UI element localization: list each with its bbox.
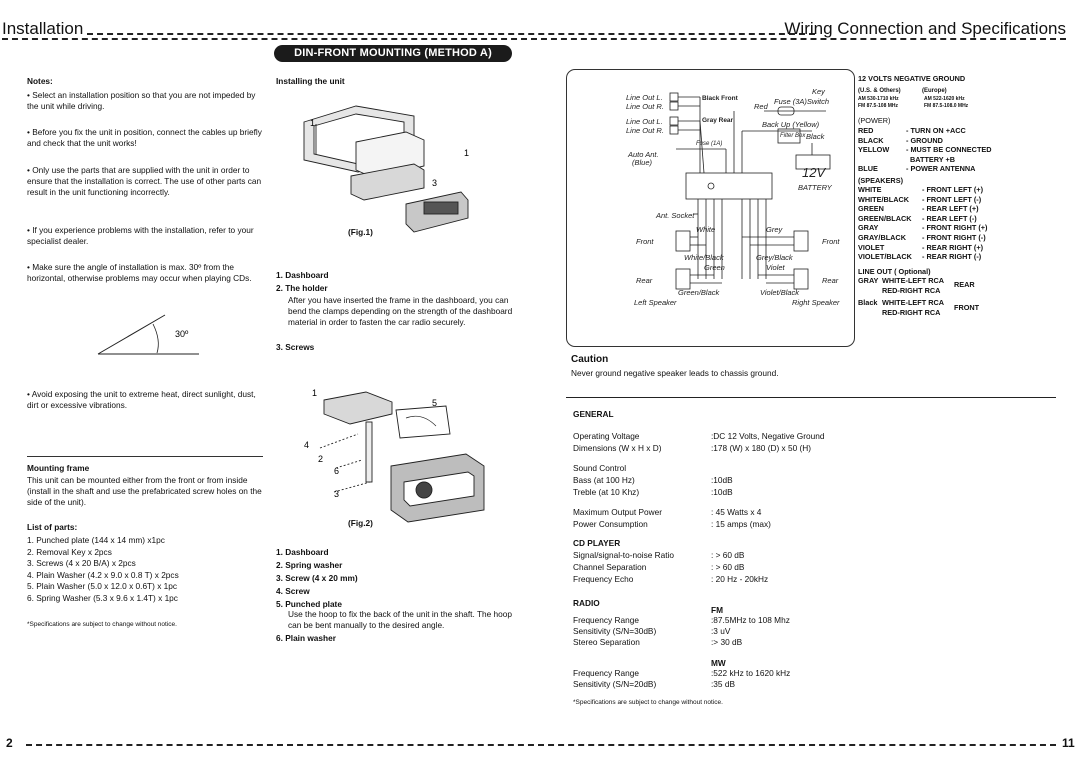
install-angle-diagram (95, 312, 205, 358)
fm-spec-table: Frequency Range :87.5MHz to 108 Mhz Sensitivity (S/N=30dB) :3 uV Stereo Separation :> 30 dB (573, 615, 790, 647)
fig1-caption: (Fig.1) (348, 227, 373, 237)
mounting-frame-text: This unit can be mounted either from the front or from inside (install in the shaft and use the prefabricated screw holes on the side of the unit). (27, 475, 262, 507)
note-item: • If you experience problems with the installation, refer to your specialist dealer. (27, 225, 254, 246)
page-number-right: 11 (1062, 736, 1075, 750)
list-item: 5. Punched plate (276, 599, 342, 609)
fig-number: 1 (310, 118, 316, 128)
fig-number: 4 (304, 440, 310, 450)
radio-heading: RADIO (573, 598, 600, 608)
wiring-diagram (566, 69, 856, 347)
band-value: FM 87.5-108 MHz (858, 103, 899, 109)
note-item: • Only use the parts that are supplied with the unit in order to ensure that the installation is correct. The use of other parts can result in the unit functioning incorrectly. (27, 165, 262, 197)
fig1-illustration (296, 104, 476, 244)
fig2-illustration (296, 386, 496, 526)
band-value: AM 522-1620 kHz (924, 95, 965, 102)
wire-label: Grey/Black (756, 253, 793, 262)
page-number-left: 2 (6, 736, 13, 750)
power-heading: (POWER) (858, 116, 891, 125)
wire-label: Filter Box (780, 133, 806, 139)
fm-label: FM (711, 605, 723, 615)
wire-label: Black (806, 132, 825, 141)
spec-note-left: *Specifications are subject to change without notice. (27, 621, 177, 628)
fig-number: 6 (334, 466, 340, 476)
holder-text: After you have inserted the frame in the dashboard, you can bend the clamps depending on the strength of the dashboard material in order to fasten the car radio securely. (288, 295, 513, 327)
lineout-heading: LINE OUT ( Optional) (858, 267, 931, 276)
wire-label: Violet (766, 263, 785, 272)
fig-number: 5 (432, 398, 438, 408)
list-item: 3. Screws (4 x 20 B/A) x 2pcs (27, 558, 136, 569)
list-item: 3. Screws (276, 342, 315, 352)
legend-title: 12 VOLTS NEGATIVE GROUND (858, 74, 966, 83)
band-region: (U.S. & Others) (858, 88, 901, 94)
caution-text: Never ground negative speaker leads to chassis ground. (571, 368, 779, 378)
wire-label: BATTERY (798, 183, 832, 192)
mounting-frame-heading: Mounting frame (27, 463, 90, 473)
fig-number: 3 (432, 178, 438, 188)
wire-label: Line Out R. (626, 126, 664, 135)
speaker-legend: WHITE - FRONT LEFT (+) WHITE/BLACK - FRONT LEFT (-) GREEN - REAR LEFT (+) GREEN/BLACK - REAR LEFT (-) GRAY - FRONT RIGHT (+) GRAY/BLACK - FRONT RIGHT (-) VIOLET - REAR RIGHT (+) VIOLET/BLACK - REAR RIGHT (-) (858, 185, 988, 262)
header-rule-lower (2, 38, 1066, 40)
list-item: 4. Plain Washer (4.2 x 9.0 x 0.8 T) x 2pcs (27, 569, 179, 580)
method-banner: DIN-FRONT MOUNTING (METHOD A) (274, 45, 512, 62)
fig-number: 1 (312, 388, 318, 398)
cd-spec-table: Signal/signal-to-noise Ratio : > 60 dB Channel Separation : > 60 dB Frequency Echo : 20 Hz - 20kHz (573, 550, 769, 584)
wire-label: Red (754, 102, 768, 111)
fig-number: 2 (318, 454, 324, 464)
power-legend: RED - TURN ON +ACC BLACK - GROUND YELLOW - MUST BE CONNECTED BATTERY +B BLUE - POWER ANTENNA (858, 126, 992, 174)
spec-note-right: *Specifications are subject to change without notice. (573, 699, 723, 706)
fig2-list (276, 546, 358, 611)
wire-label: Line Out R. (626, 102, 664, 111)
list-item: 2. The holder (276, 283, 328, 293)
list-item: 4. Screw (276, 586, 310, 596)
fig-number: 3 (334, 489, 340, 499)
footer-rule (26, 744, 1056, 746)
band-value: AM 530-1710 kHz (858, 95, 899, 102)
wire-label: Back Up (Yellow) (762, 120, 820, 129)
general-spec-table: Operating Voltage :DC 12 Volts, Negative Ground Dimensions (W x H x D) :178 (W) x 180 (D) x 50 (H) Sound Control Bass (at 100 Hz) :10dB Treble (at 10 Khz) :10dB Maximum Output Power : 45 Watts x 4 Power Consumption : 15 amps (max) (573, 431, 825, 529)
installing-heading: Installing the unit (276, 76, 345, 86)
note-item: • Make sure the angle of installation is max. 30º from the horizontal, otherwise problems may occur when playing CDs. (27, 262, 252, 283)
list-item: 5. Plain Washer (5.0 x 12.0 x 0.6T) x 1pc (27, 581, 178, 592)
angle-label: 30º (175, 329, 189, 339)
wire-label: Green/Black (678, 288, 720, 297)
parts-list (27, 535, 267, 605)
band-region: (Europe) (922, 88, 947, 94)
plate-text: Use the hoop to fix the back of the unit in the shaft. The hoop can be bent manually to the desired angle. (288, 609, 513, 630)
note-item: • Before you fix the unit in position, connect the cables up briefly and check that the unit works! (27, 127, 262, 148)
mw-spec-table: Frequency Range :522 kHz to 1620 kHz Sensitivity (S/N=20dB) :35 dB (573, 668, 791, 689)
caution-heading: Caution (571, 354, 609, 365)
band-value: FM 87.5-108.0 MHz (924, 103, 969, 109)
page-title-left: Installation (2, 19, 84, 38)
list-item: 6. Plain washer (276, 633, 336, 643)
note-item: • Select an installation position so that you are not impeded by the unit while driving. (27, 90, 256, 111)
note-item: • Avoid exposing the unit to extreme heat, direct sunlight, dust, dirt or excessive vibrations. (27, 389, 256, 410)
wire-label: Fuse (1A) (696, 141, 723, 147)
wire-label: Ant. Socket (656, 211, 695, 220)
parts-heading: List of parts: (27, 522, 78, 532)
header-rule (87, 33, 815, 35)
wire-label: Front (822, 237, 840, 246)
wire-label: Green (704, 263, 725, 272)
list-item: 3. Screw (4 x 20 mm) (276, 573, 358, 583)
wire-label: Fuse (3A)Switch (774, 97, 830, 106)
list-item: 2. Spring washer (276, 560, 343, 570)
list-item: 1. Dashboard (276, 547, 329, 557)
list-item: 2. Removal Key x 2pcs (27, 546, 112, 557)
divider (27, 456, 263, 457)
band-table (858, 88, 968, 111)
wire-label: Right Speaker (792, 298, 840, 307)
notes-heading: Notes: (27, 76, 53, 86)
wire-label: Gray Rear (702, 117, 734, 124)
wire-label: Grey (766, 225, 783, 234)
wire-label: Auto Ant. (628, 150, 659, 159)
list-item: 1. Dashboard (276, 270, 329, 280)
mw-label: MW (711, 658, 726, 668)
fig2-caption: (Fig.2) (348, 518, 373, 528)
page-title-right: Wiring Connection and Specifications (784, 19, 1066, 38)
wire-label: Front (636, 237, 654, 246)
lineout-rear: GRAY WHITE-LEFT RCA RED-RIGHT RCA REAR (858, 276, 975, 295)
battery-voltage: 12V (802, 165, 826, 180)
wire-label: White/Black (684, 253, 724, 262)
speakers-heading: (SPEAKERS) (858, 176, 904, 185)
wire-label: Rear (822, 276, 839, 285)
fig-number: 1 (464, 148, 470, 158)
general-heading: GENERAL (573, 409, 614, 419)
wire-label: Key (812, 87, 825, 96)
wire-label: Line Out L. (626, 117, 663, 126)
list-item: 1. Punched plate (144 x 14 mm) x1pc (27, 535, 165, 545)
divider (566, 397, 1056, 398)
wire-label: Left Speaker (634, 298, 677, 307)
wire-label: White (696, 225, 716, 234)
cd-heading: CD PLAYER (573, 538, 621, 548)
wire-label: Black Front (702, 95, 738, 102)
wire-label: Rear (636, 276, 653, 285)
list-item: 6. Spring Washer (5.3 x 9.6 x 1.4T) x 1pc (27, 592, 178, 603)
wire-label: Violet/Black (760, 288, 800, 297)
lineout-front: Black WHITE-LEFT RCA RED-RIGHT RCA FRONT (858, 298, 980, 317)
wire-label: Line Out L. (626, 93, 663, 102)
wire-label: (Blue) (632, 158, 653, 167)
